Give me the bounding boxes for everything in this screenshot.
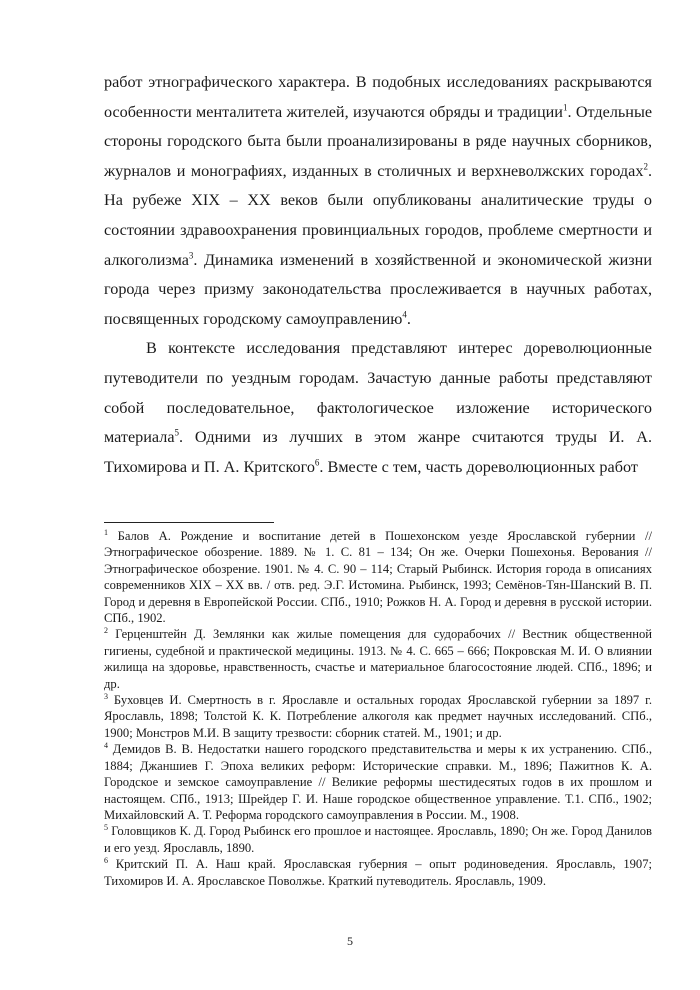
- text-run: В контексте исследования представляют интерес дореволюционные путеводители по уездным городам. Зачастую данные работы представляют собой последовательное, фактологическое изложение исторического материала: [104, 339, 652, 447]
- footnote-text: Демидов В. В. Недостатки нашего городского представительства и меры к их устранению. СПб., 1884; Джаншиев Г. Эпоха великих реформ: Исторические справки. М., 1896; Пажитнов К. А. Городское и земское самоуправление // Великие реформы шестидесятых годов в их прошлом и настоящем. СПб., 1913; Шрейдер Г. И. Наше городское общественное управление. Т.1. СПб., 1902; Михайловский А. Т. Реформа городского самоуправления в России. М., 1908.: [104, 742, 652, 822]
- paragraph-1: [104, 68, 652, 334]
- footnote-ref-3[interactable]: 3: [188, 250, 194, 261]
- text-run: . Отдельные стороны городского быта были проанализированы в ряде научных сборников, журналов и монографиях, изданных в столичных и верхневолжских городах: [104, 102, 653, 180]
- footnote-ref-5[interactable]: 5: [174, 427, 180, 438]
- footnote-text: Буховцев И. Смертность в г. Ярославле и остальных городах Ярославской губернии за 1897 г. Ярославль, 1898; Толстой К. К. Потребление алкоголя как предмет научных исследований. СПб., 1900; Монстров М.И. В защиту трезвости: сборник статей. М., 1901; и др.: [104, 693, 652, 740]
- footnote-1: [104, 528, 652, 626]
- main-text: [104, 68, 652, 482]
- footnote-separator: [104, 522, 274, 523]
- footnote-ref-6[interactable]: 6: [314, 457, 320, 468]
- footnote-ref-2[interactable]: 2: [643, 161, 648, 172]
- footnote-4: [104, 741, 652, 823]
- paragraph-2: [104, 334, 652, 482]
- text-run: . Динамика изменений в хозяйственной и экономической жизни города через призму законодательства прослеживается в научных работах, посвященных городскому самоуправлению: [104, 250, 652, 328]
- footnote-text: Балов А. Рождение и воспитание детей в Пошехонском уезде Ярославской губернии // Этнографическое обозрение. 1889. № 1. С. 81 – 134; Он же. Очерки Пошехонья. Верования // Этнографическое обозрение. 1901. № 4. С. 90 – 114; Старый Рыбинск. История города в описаниях современников XIX – XX вв. / отв. ред. Э.Г. Истомина. Рыбинск, 1993; Семёнов-Тян-Шанский В. П. Город и деревня в Европейской России. СПб., 1910; Рожков Н. А. Город и деревня в русской истории. СПб., 1902.: [104, 529, 652, 626]
- text-run: . Одними из лучших в этом жанре считаются труды И. А. Тихомирова и П. А. Критского: [104, 428, 652, 476]
- text-run: работ этнографического характера. В подобных исследованиях раскрываются особенности менталитета жителей, изучаются обряды и традиции: [104, 73, 652, 121]
- footnote-2: [104, 626, 652, 692]
- footnote-ref-4[interactable]: 4: [402, 309, 407, 320]
- footnote-number: 6: [104, 855, 108, 865]
- footnote-ref-1[interactable]: 1: [562, 102, 568, 113]
- footnote-text: Головщиков К. Д. Город Рыбинск его прошлое и настоящее. Ярославль, 1890; Он же. Город Данилов и его уезд. Ярославль, 1890.: [104, 824, 652, 855]
- footnote-number: 2: [104, 626, 108, 636]
- text-run: . Вместе с тем, часть дореволюционных работ: [319, 457, 638, 476]
- footnote-text: Герценштейн Д. Землянки как жилые помещения для судорабочих // Вестник общественной гигиены, судебной и практической медицины. 1913. № 4. С. 665 – 666; Покровская М. И. О влиянии жилища на здоровье, нравственность, счастье и материальное благосостояние людей. СПб., 1896; и др.: [104, 627, 652, 691]
- page-number: 5: [347, 934, 353, 948]
- footnote-number: 3: [104, 691, 108, 701]
- footnotes: [104, 528, 652, 889]
- footnote-number: 4: [104, 741, 108, 751]
- text-run: . На рубеже XIX – XX веков были опубликованы аналитические труды о состоянии здравоохранения провинциальных городов, проблеме смертности и алкоголизма: [104, 161, 652, 269]
- footnote-number: 1: [104, 527, 108, 537]
- footnote-6: [104, 856, 652, 889]
- footnote-number: 5: [104, 823, 108, 833]
- text-run: .: [406, 309, 411, 328]
- footnote-3: [104, 692, 652, 741]
- footnote-5: [104, 823, 652, 856]
- footnote-text: Критский П. А. Наш край. Ярославская губерния – опыт родиноведения. Ярославль, 1907; Тихомиров И. А. Ярославское Поволжье. Краткий путеводитель. Ярославль, 1909.: [104, 857, 652, 888]
